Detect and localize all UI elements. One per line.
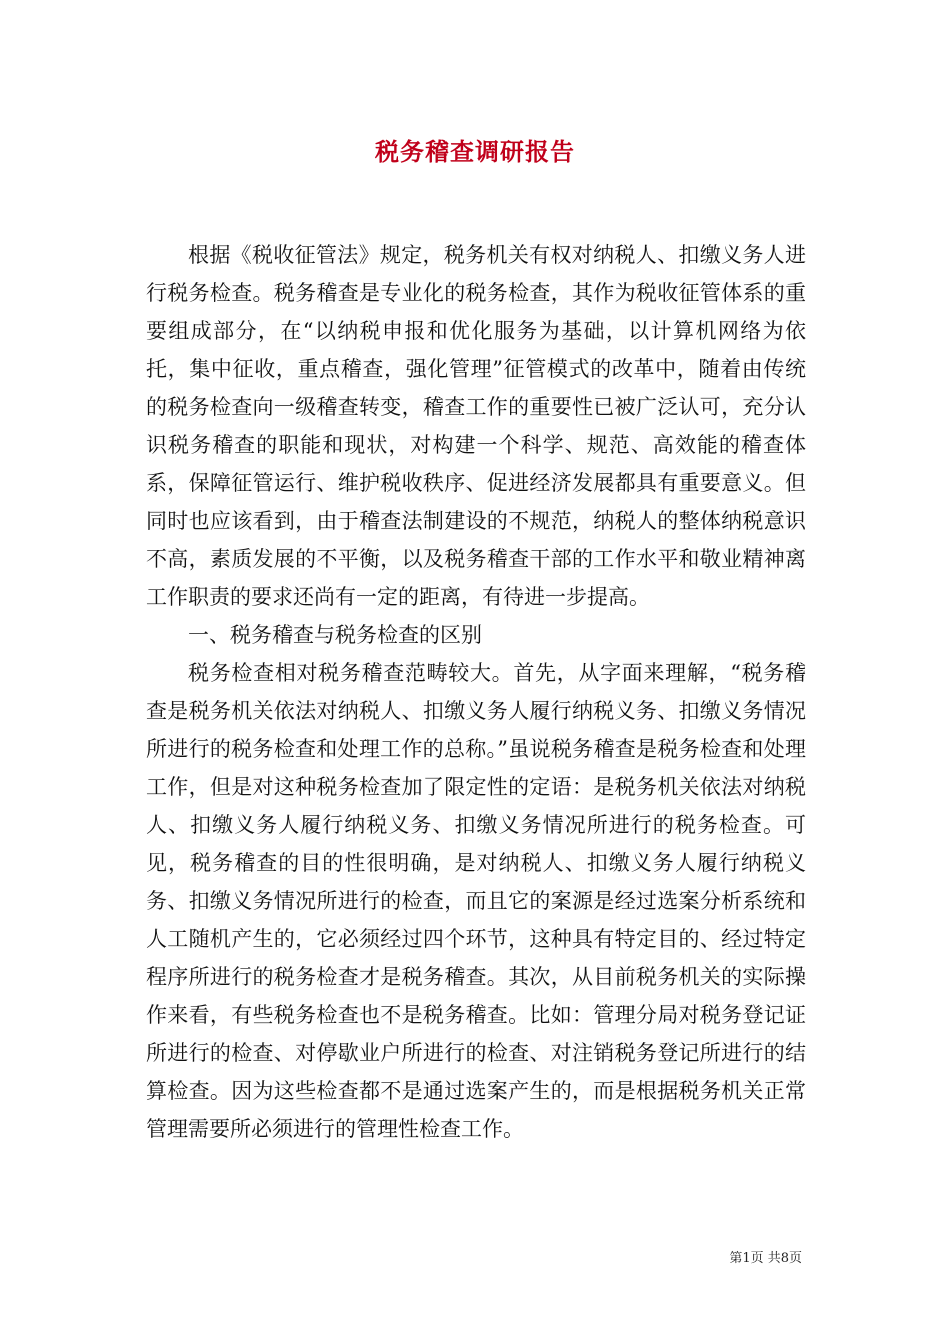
section-heading: 一、税务稽查与税务检查的区别 <box>188 623 482 647</box>
document-body <box>146 236 806 1148</box>
paragraph-section-1: 税务检查相对税务稽查范畴较大。首先，从字面来理解，“税务稽查是税务机关依法对纳税人、扣缴义务人履行纳税义务、扣缴义务情况所进行的税务检查和处理工作的总称。”虽说税务稽查是税务检查和处理工作，但是对这种税务检查加了限定性的定语：是税务机关依法对纳税人、扣缴义务人履行纳税义务、扣缴义务情况所进行的税务检查。可见，税务稽查的目的性很明确，是对纳税人、扣缴义务人履行纳税义务、扣缴义务情况所进行的检查，而且它的案源是经过选案分析系统和人工随机产生的，它必须经过四个环节，这种具有特定目的、经过特定程序所进行的税务检查才是税务稽查。其次，从目前税务机关的实际操作来看，有些税务检查也不是税务稽查。比如：管理分局对税务登记证所进行的检查、对停歇业户所进行的检查、对注销税务登记所进行的结算检查。因为这些检查都不是通过选案产生的，而是根据税务机关正常管理需要所必须进行的管理性检查工作。 <box>146 661 806 1141</box>
paragraph-intro: 根据《税收征管法》规定，税务机关有权对纳税人、扣缴义务人进行税务检查。税务稽查是专业化的税务检查，其作为税收征管体系的重要组成部分，在“以纳税申报和优化服务为基础，以计算机网络为依托，集中征收，重点稽查，强化管理”征管模式的改革中，随着由传统的税务检查向一级稽查转变，稽查工作的重要性已被广泛认可，充分认识税务稽查的职能和现状，对构建一个科学、规范、高效能的稽查体系，保障征管运行、维护税收秩序、促进经济发展都具有重要意义。但同时也应该看到，由于稽查法制建设的不规范，纳税人的整体纳税意识不高，素质发展的不平衡，以及税务稽查干部的工作水平和敬业精神离工作职责的要求还尚有一定的距离，有待进一步提高。 <box>146 243 806 609</box>
page-number: 第1页 共8页 <box>729 1251 802 1266</box>
document-title: 税务稽查调研报告 <box>375 137 575 166</box>
